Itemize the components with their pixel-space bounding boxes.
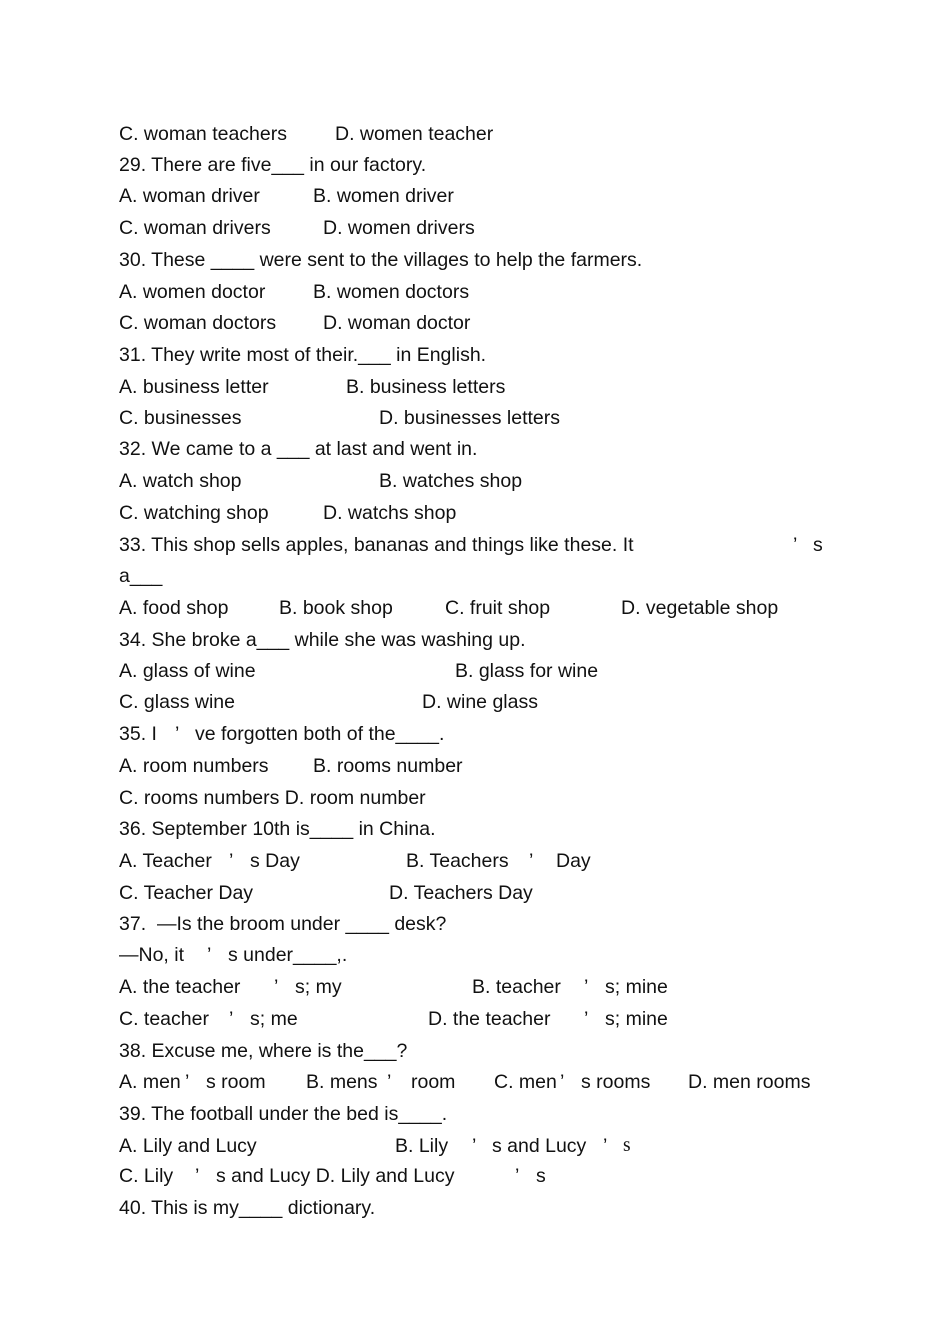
text-segment: D. women teacher: [335, 123, 494, 145]
text-segment: A. room numbers: [119, 755, 269, 777]
text-line: [0, 122, 950, 146]
text-line: [0, 596, 950, 620]
text-line: [0, 722, 950, 746]
text-line: [0, 216, 950, 240]
text-segment: 33. This shop sells apples, bananas and things like these. It: [119, 534, 634, 556]
text-segment: A. business letter: [119, 376, 269, 398]
text-segment: C. businesses: [119, 407, 242, 429]
text-segment: D. vegetable shop: [621, 597, 779, 619]
text-line: [0, 943, 950, 967]
apostrophe-mark: ’: [584, 1008, 589, 1030]
text-segment: Day: [556, 850, 591, 872]
text-segment: A. glass of wine: [119, 660, 256, 682]
text-segment: D. businesses letters: [379, 407, 560, 429]
apostrophe-mark: ’: [603, 1135, 608, 1157]
text-segment: s; me: [250, 1008, 298, 1030]
text-line: [0, 153, 950, 177]
apostrophe-mark: ’: [229, 850, 234, 872]
text-segment: s: [623, 1135, 631, 1156]
text-segment: C. fruit shop: [445, 597, 551, 619]
apostrophe-mark: ’: [529, 850, 534, 872]
text-segment: room: [411, 1071, 456, 1093]
text-segment: B. mens: [306, 1071, 378, 1093]
text-segment: C. glass wine: [119, 691, 235, 713]
text-line: [0, 817, 950, 841]
text-line: [0, 501, 950, 525]
text-segment: C. teacher: [119, 1008, 209, 1030]
text-line: [0, 881, 950, 905]
apostrophe-mark: ’: [229, 1008, 234, 1030]
text-line: [0, 975, 950, 999]
text-line: [0, 912, 950, 936]
text-segment: B. Teachers: [406, 850, 509, 872]
text-segment: D. watchs shop: [323, 502, 457, 524]
text-segment: s Day: [250, 850, 300, 872]
text-line: [0, 754, 950, 778]
apostrophe-mark: ’: [793, 534, 798, 556]
apostrophe-mark: ’: [185, 1071, 190, 1093]
text-line: [0, 280, 950, 304]
text-segment: C. woman drivers: [119, 217, 271, 239]
text-segment: D. Teachers Day: [389, 882, 533, 904]
text-segment: C. woman teachers: [119, 123, 287, 145]
text-segment: s; mine: [605, 976, 668, 998]
text-line: [0, 628, 950, 652]
text-line: [0, 469, 950, 493]
text-segment: 39. The football under the bed is____.: [119, 1103, 448, 1125]
text-line: [0, 659, 950, 683]
text-segment: B. book shop: [279, 597, 393, 619]
text-segment: 29. There are five___ in our factory.: [119, 154, 427, 176]
text-line: [0, 786, 950, 810]
text-segment: 38. Excuse me, where is the___?: [119, 1040, 408, 1062]
text-segment: s under____,.: [228, 944, 348, 966]
text-segment: B. glass for wine: [455, 660, 599, 682]
text-segment: A. Teacher: [119, 850, 212, 872]
text-segment: C. watching shop: [119, 502, 269, 524]
text-segment: 31. They write most of their.___ in English.: [119, 344, 487, 366]
text-line: [0, 184, 950, 208]
text-segment: 40. This is my____ dictionary.: [119, 1197, 376, 1219]
text-segment: B. business letters: [346, 376, 506, 398]
text-segment: D. men rooms: [688, 1071, 811, 1093]
text-segment: 36. September 10th is____ in China.: [119, 818, 436, 840]
text-segment: 35. I: [119, 723, 157, 745]
text-line: [0, 1070, 950, 1094]
text-segment: B. teacher: [472, 976, 561, 998]
apostrophe-mark: ’: [274, 976, 279, 998]
text-line: [0, 1039, 950, 1063]
text-line: [0, 375, 950, 399]
text-segment: s; my: [295, 976, 342, 998]
text-segment: C. woman doctors: [119, 312, 277, 334]
text-segment: C. rooms numbers D. room number: [119, 787, 426, 809]
text-segment: 30. These ____ were sent to the villages to help the farmers.: [119, 249, 643, 271]
text-segment: 34. She broke a___ while she was washing up.: [119, 629, 526, 651]
text-segment: D. the teacher: [428, 1008, 551, 1030]
text-line: [0, 849, 950, 873]
text-line: [0, 311, 950, 335]
text-segment: s room: [206, 1071, 266, 1093]
text-segment: B. Lily: [395, 1135, 449, 1157]
text-segment: s and Lucy D. Lily and Lucy: [216, 1165, 455, 1187]
apostrophe-mark: ’: [207, 944, 212, 966]
text-line: [0, 1102, 950, 1126]
text-line: [0, 1007, 950, 1031]
text-segment: B. women doctors: [313, 281, 470, 303]
text-segment: D. women drivers: [323, 217, 475, 239]
apostrophe-mark: ’: [584, 976, 589, 998]
text-line: [0, 343, 950, 367]
text-segment: C. Lily: [119, 1165, 174, 1187]
text-line: [0, 1164, 950, 1188]
text-segment: C. men: [494, 1071, 557, 1093]
text-segment: B. watches shop: [379, 470, 523, 492]
text-segment: A. the teacher: [119, 976, 241, 998]
text-segment: A. men: [119, 1071, 181, 1093]
apostrophe-mark: ’: [195, 1165, 200, 1187]
text-segment: C. Teacher Day: [119, 882, 254, 904]
text-segment: D. woman doctor: [323, 312, 471, 334]
text-segment: s and Lucy: [492, 1135, 587, 1157]
text-line: [0, 533, 950, 557]
text-segment: B. rooms number: [313, 755, 463, 777]
text-segment: A. watch shop: [119, 470, 242, 492]
apostrophe-mark: ’: [515, 1165, 520, 1187]
apostrophe-mark: ’: [472, 1135, 477, 1157]
text-segment: A. women doctor: [119, 281, 266, 303]
text-line: [0, 1196, 950, 1220]
text-segment: 37. —Is the broom under ____ desk?: [119, 913, 447, 935]
text-segment: s: [813, 534, 823, 556]
text-line: [0, 437, 950, 461]
text-segment: B. women driver: [313, 185, 454, 207]
text-segment: D. wine glass: [422, 691, 538, 713]
apostrophe-mark: ’: [387, 1071, 392, 1093]
text-segment: s; mine: [605, 1008, 668, 1030]
text-segment: a___: [119, 565, 163, 587]
text-segment: s rooms: [581, 1071, 651, 1093]
text-line: [0, 248, 950, 272]
apostrophe-mark: ’: [560, 1071, 565, 1093]
text-segment: ve forgotten both of the____.: [195, 723, 445, 745]
text-line: [0, 406, 950, 430]
text-segment: —No, it: [119, 944, 185, 966]
text-line: [0, 1134, 950, 1158]
text-line: [0, 690, 950, 714]
apostrophe-mark: ’: [175, 723, 180, 745]
text-line: [0, 564, 950, 588]
text-segment: A. food shop: [119, 597, 229, 619]
text-segment: A. woman driver: [119, 185, 260, 207]
text-segment: A. Lily and Lucy: [119, 1135, 257, 1157]
text-segment: 32. We came to a ___ at last and went in.: [119, 438, 478, 460]
text-segment: s: [536, 1165, 546, 1187]
